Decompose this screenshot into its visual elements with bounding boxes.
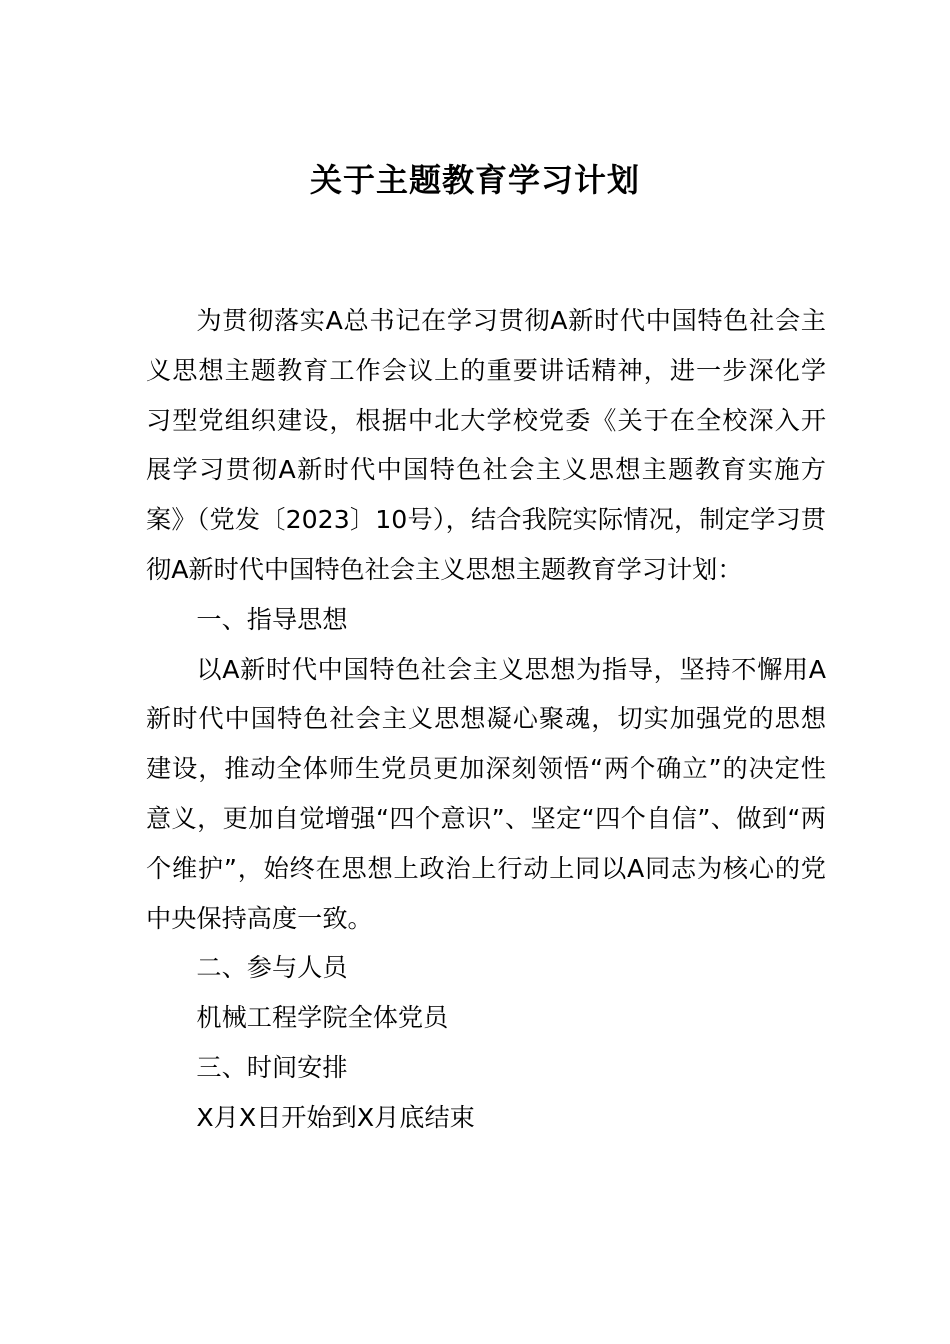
- section-heading-participants: 二、参与人员: [196, 953, 348, 983]
- section-heading-schedule: 三、时间安排: [196, 1052, 348, 1082]
- document-body: [146, 296, 826, 1143]
- document-title: 关于主题教育学习计划: [309, 161, 640, 199]
- section-heading-guiding-ideology: 一、指导思想: [196, 604, 348, 634]
- section-content-schedule: X月X日开始到X月底结束: [196, 1102, 475, 1132]
- section-content-participants: 机械工程学院全体党员: [196, 1003, 449, 1033]
- section-content-guiding-ideology: 以A新时代中国特色社会主义思想为指导，坚持不懈用A新时代中国特色社会主义思想凝心聚魂，切实加强党的思想建设，推动全体师生党员更加深刻领悟“两个确立”的决定性意义，更加自觉增强“四个意识”、坚定“四个自信”、做到“两个维护”，始终在思想上政治上行动上同以A同志为核心的党中央保持高度一致。: [146, 654, 826, 933]
- intro-paragraph: 为贯彻落实A总书记在学习贯彻A新时代中国特色社会主义思想主题教育工作会议上的重要讲话精神，进一步深化学习型党组织建设，根据中北大学校党委《关于在全校深入开展学习贯彻A新时代中国特色社会主义思想主题教育实施方案》（党发〔2023〕10号），结合我院实际情况，制定学习贯彻A新时代中国特色社会主义思想主题教育学习计划：: [146, 306, 826, 584]
